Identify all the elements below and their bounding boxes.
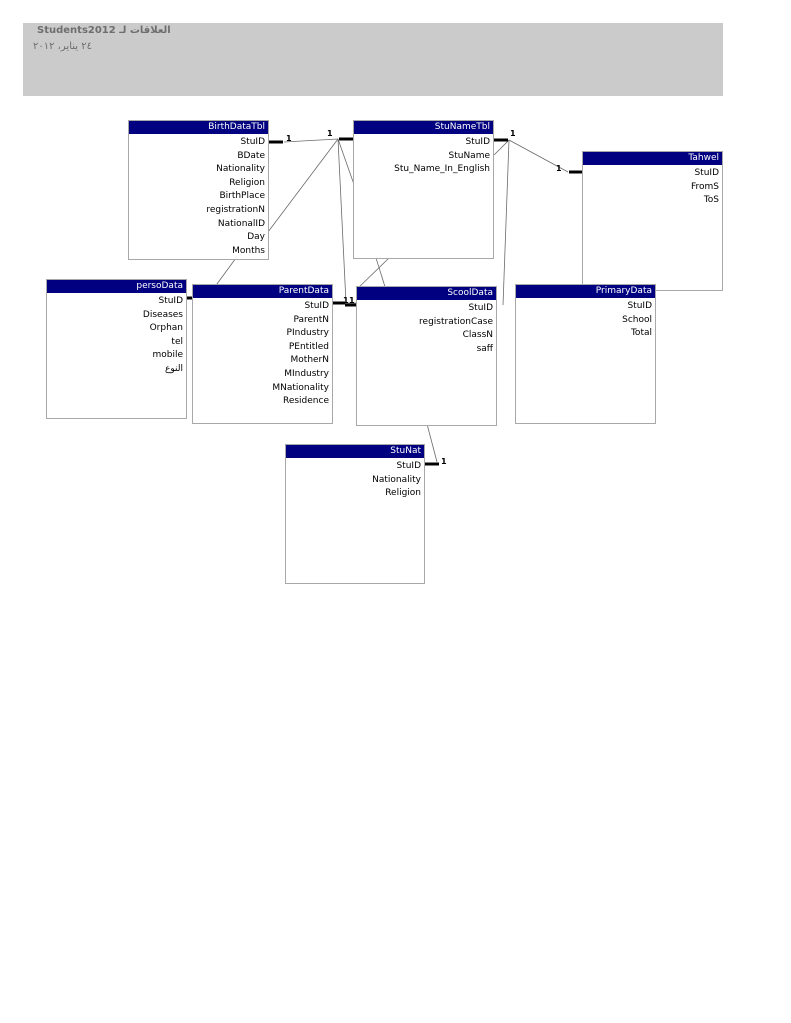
table-field: StuID	[694, 168, 719, 178]
table-birthdatatbl[interactable]	[128, 120, 269, 260]
table-scooldata[interactable]	[356, 286, 497, 426]
card-scool: 1	[349, 296, 355, 305]
table-field: StuID	[396, 461, 421, 471]
field-list	[583, 165, 722, 208]
table-field: NationalID	[217, 218, 265, 229]
table-field: registrationN	[206, 204, 265, 215]
table-title: PrimaryData	[516, 285, 655, 298]
card-stunat: 1	[441, 457, 447, 466]
table-field: Months	[232, 245, 265, 256]
table-field: ToS	[703, 195, 719, 206]
table-field: ClassN	[462, 330, 493, 341]
table-field: registrationCase	[419, 316, 493, 327]
table-field: StuID	[468, 303, 493, 313]
table-title: BirthDataTbl	[129, 121, 268, 134]
link-stuname-parent	[268, 139, 338, 232]
report-title: العلاقات لـ Students2012	[37, 25, 171, 36]
table-field: School	[622, 314, 652, 325]
table-field: Residence	[282, 396, 329, 407]
field-list	[129, 134, 268, 258]
field-list	[286, 458, 424, 501]
table-field: StuID	[627, 301, 652, 311]
table-parentdata[interactable]	[192, 284, 333, 424]
card-stuname-left: 1	[327, 129, 333, 138]
link-stuname-parent-b	[338, 139, 346, 303]
table-field: Total	[630, 328, 652, 339]
table-field: MotherN	[290, 355, 329, 366]
table-field: BDate	[237, 150, 265, 161]
table-field: StuID	[158, 296, 183, 306]
table-title: Tahwel	[583, 152, 722, 165]
table-primarydata[interactable]	[515, 284, 656, 424]
card-stuname-right: 1	[510, 129, 516, 138]
field-list	[47, 293, 186, 377]
table-title: ScoolData	[357, 287, 496, 300]
link-stuname-scool-b	[494, 140, 509, 155]
field-list	[516, 298, 655, 341]
table-title: StuNameTbl	[354, 121, 493, 134]
table-field: BirthPlace	[219, 191, 265, 202]
table-field: Nationality	[216, 164, 265, 175]
table-field: MNationality	[272, 382, 329, 393]
table-field: النوع	[165, 363, 183, 374]
table-field: Nationality	[372, 474, 421, 485]
link-scool-stunat	[427, 424, 437, 462]
table-field: Religion	[229, 177, 265, 188]
report-date: ٢٤ يناير، ٢٠١٢	[33, 41, 92, 52]
table-field: Stu_Name_In_English	[394, 164, 490, 175]
card-parent: 1	[343, 296, 349, 305]
table-field: Diseases	[142, 309, 183, 320]
table-field: FromS	[690, 181, 719, 192]
table-field: tel	[171, 336, 183, 347]
card-birth: 1	[286, 134, 292, 143]
table-field: Orphan	[149, 323, 183, 334]
table-field: ParentN	[293, 314, 329, 325]
table-title: ParentData	[193, 285, 332, 298]
table-stunametbl[interactable]	[353, 120, 494, 259]
table-field: MIndustry	[284, 368, 329, 379]
table-title: persoData	[47, 280, 186, 293]
table-field: mobile	[152, 350, 183, 361]
link-stuname-primary	[503, 140, 509, 305]
table-field: Day	[247, 232, 265, 243]
table-stunat[interactable]	[285, 444, 425, 584]
link-birth-stuname	[284, 139, 338, 142]
card-tahwel: 1	[556, 164, 562, 173]
table-field: PIndustry	[286, 328, 329, 339]
table-field: StuID	[304, 301, 329, 311]
table-field: saff	[476, 343, 493, 354]
field-list	[193, 298, 332, 409]
table-field: StuID	[465, 137, 490, 147]
field-list	[354, 134, 493, 177]
table-persodata[interactable]	[46, 279, 187, 419]
table-tahwel[interactable]	[582, 151, 723, 291]
table-field: Religion	[385, 488, 421, 499]
table-field: StuName	[448, 150, 490, 161]
table-field: PEntitled	[288, 341, 329, 352]
field-list	[357, 300, 496, 356]
table-field: StuID	[240, 137, 265, 147]
table-title: StuNat	[286, 445, 424, 458]
